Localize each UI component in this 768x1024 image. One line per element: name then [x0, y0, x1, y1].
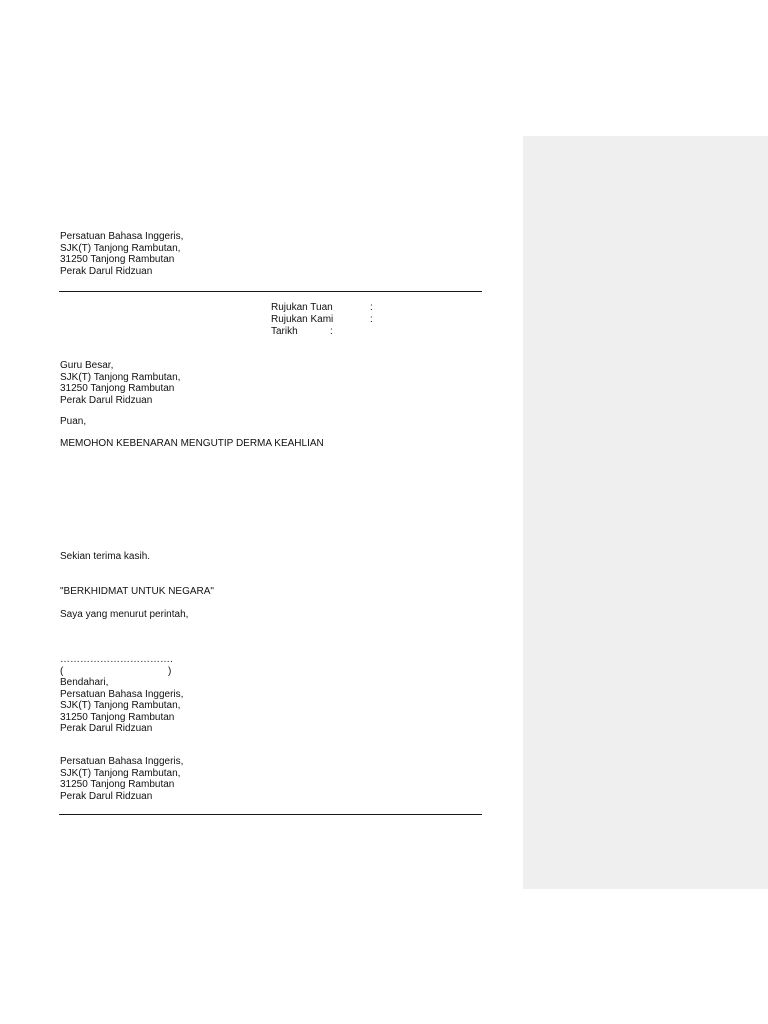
signature-dots: …………………………….: [60, 654, 173, 665]
sender-address-line: Persatuan Bahasa Inggeris,: [60, 231, 184, 242]
reference-label: Tarikh: [271, 326, 298, 337]
body-line: [60, 496, 482, 508]
reference-row: [271, 314, 391, 326]
footer-address: [60, 756, 482, 802]
reference-block: [271, 302, 391, 338]
reference-label: Rujukan Kami: [271, 314, 334, 325]
signature-block: [60, 654, 482, 735]
body-paragraph-3: [60, 551, 482, 563]
recipient-address-line: Guru Besar,: [60, 360, 114, 371]
sender-address: [60, 231, 482, 277]
footer-address-line: 31250 Tanjong Rambutan: [60, 779, 175, 790]
signature-address-line: Perak Darul Ridzuan: [60, 723, 153, 734]
subject-text: MEMOHON KEBENARAN MENGUTIP DERMA KEAHLIAN: [60, 438, 324, 449]
reference-colon: :: [370, 314, 373, 325]
sender-address-line: 31250 Tanjong Rambutan: [60, 254, 175, 265]
body-line: [60, 473, 482, 485]
body-paragraph-2: [60, 529, 482, 541]
close-bracket: ): [168, 665, 172, 677]
signature-address-line: 31250 Tanjong Rambutan: [60, 711, 175, 723]
recipient-address-line: 31250 Tanjong Rambutan: [60, 383, 175, 394]
footer-address-line: Perak Darul Ridzuan: [60, 790, 153, 802]
motto-text: "BERKHIDMAT UNTUK NEGARA": [60, 586, 214, 597]
open-bracket: (: [60, 665, 64, 677]
body-line: [60, 461, 482, 473]
subject-line: [60, 438, 482, 450]
signature-address-line: SJK(T) Tanjong Rambutan,: [60, 700, 181, 711]
reference-row: [271, 326, 391, 338]
reference-colon: :: [370, 302, 373, 313]
header-divider: [59, 291, 482, 292]
footer-address-line: Persatuan Bahasa Inggeris,: [60, 756, 184, 767]
recipient-address-line: Perak Darul Ridzuan: [60, 394, 153, 406]
body-line: [60, 507, 482, 519]
salutation: [60, 416, 482, 428]
body-line: [60, 529, 482, 541]
body-line: Sekian terima kasih.: [60, 551, 151, 562]
footer-address-line: SJK(T) Tanjong Rambutan,: [60, 767, 181, 779]
reference-label: Rujukan Tuan: [271, 302, 333, 313]
motto: [60, 586, 482, 598]
closing: [60, 609, 482, 621]
sender-address-line: SJK(T) Tanjong Rambutan,: [60, 242, 181, 254]
footer-divider: [59, 814, 482, 815]
recipient-address-line: SJK(T) Tanjong Rambutan,: [60, 371, 181, 383]
signature-title: Bendahari,: [60, 677, 109, 688]
body-line: [60, 484, 482, 496]
reference-row: [271, 302, 391, 314]
signature-address-line: Persatuan Bahasa Inggeris,: [60, 688, 184, 700]
comment-pane: [523, 136, 768, 889]
body-paragraph-1: [60, 461, 482, 519]
reference-colon: :: [330, 326, 333, 337]
signature-name-brackets: [60, 666, 482, 678]
salutation-text: Puan,: [60, 416, 87, 427]
recipient-address: [60, 360, 482, 406]
sender-address-line: Perak Darul Ridzuan: [60, 265, 153, 277]
closing-text: Saya yang menurut perintah,: [60, 609, 189, 620]
